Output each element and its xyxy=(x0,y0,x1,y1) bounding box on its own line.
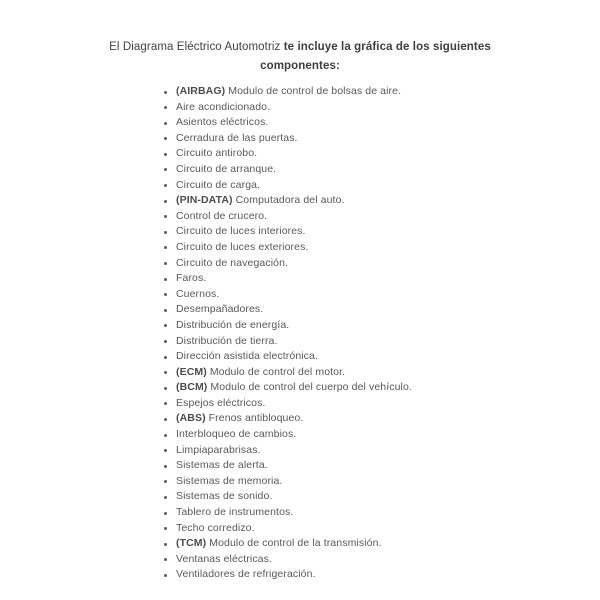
bullet-icon xyxy=(164,278,167,281)
bullet-icon xyxy=(164,184,167,187)
item-text: Asientos eléctricos. xyxy=(176,116,269,129)
list-item xyxy=(163,302,560,318)
bullet-icon xyxy=(164,356,167,359)
list-item xyxy=(163,521,560,537)
item-text: Techo corredizo. xyxy=(176,521,255,534)
bullet-icon xyxy=(164,246,167,249)
item-acronym: (TCM) xyxy=(176,537,207,550)
bullet-icon xyxy=(164,200,167,203)
bullet-icon xyxy=(164,122,167,125)
list-item xyxy=(163,162,560,178)
item-text: Circuito de luces exteriores. xyxy=(176,240,309,253)
list-item xyxy=(163,349,560,365)
item-text: Distribución de energía. xyxy=(176,318,290,331)
bullet-icon xyxy=(164,137,167,140)
item-text: Cerradura de las puertas. xyxy=(176,131,298,144)
bullet-icon xyxy=(164,91,167,94)
item-text: Sistemas de sonido. xyxy=(176,490,273,503)
item-text: Faros. xyxy=(176,272,207,285)
list-item xyxy=(163,552,560,568)
list-item xyxy=(163,271,560,287)
list-item xyxy=(163,240,560,256)
bullet-icon xyxy=(164,231,167,234)
bullet-icon xyxy=(164,387,167,390)
list-item xyxy=(163,224,560,240)
title-bold-text-line2: componentes: xyxy=(260,60,340,72)
title-bold-text: te incluye la gráfica de los siguientes xyxy=(283,41,491,53)
item-text: Computadora del auto. xyxy=(235,194,345,207)
bullet-icon xyxy=(164,496,167,499)
list-item xyxy=(163,365,560,381)
item-text: Sistemas de alerta. xyxy=(176,459,268,472)
list-item xyxy=(163,474,560,490)
bullet-icon xyxy=(164,480,167,483)
bullet-icon xyxy=(164,527,167,530)
item-acronym: (AIRBAG) xyxy=(176,85,226,97)
item-text: Espejos eléctricos. xyxy=(176,396,266,409)
bullet-icon xyxy=(164,371,167,374)
item-text: Sistemas de memoria. xyxy=(176,474,283,487)
bullet-icon xyxy=(164,402,167,405)
list-item xyxy=(163,100,560,116)
item-text: Circuito de luces interiores. xyxy=(176,225,306,238)
item-acronym: (PIN-DATA) xyxy=(176,194,233,207)
bullet-icon xyxy=(164,309,167,312)
item-text: Dirección asistida electrónica. xyxy=(176,350,318,363)
item-text: Control de crucero. xyxy=(176,209,268,222)
item-acronym: (BCM) xyxy=(176,381,208,394)
list-item xyxy=(163,334,560,350)
bullet-icon xyxy=(164,418,167,421)
bullet-icon xyxy=(164,340,167,343)
bullet-icon xyxy=(164,543,167,546)
item-text: Modulo de control del cuerpo del vehículo. xyxy=(210,381,412,394)
bullet-icon xyxy=(164,215,167,218)
list-item xyxy=(163,131,560,147)
list-item xyxy=(163,458,560,474)
page-title xyxy=(0,38,600,76)
list-item xyxy=(163,567,560,583)
list-item xyxy=(163,178,560,194)
bullet-icon xyxy=(164,574,167,577)
item-text: Frenos antibloqueo. xyxy=(208,412,304,425)
bullet-icon xyxy=(164,449,167,452)
item-text: Cuernos. xyxy=(176,287,220,300)
item-text: Circuito de carga. xyxy=(176,178,261,191)
item-acronym: (ABS) xyxy=(176,412,206,425)
bullet-icon xyxy=(164,324,167,327)
list-item xyxy=(163,427,560,443)
list-item xyxy=(163,318,560,334)
bullet-icon xyxy=(164,434,167,437)
item-text: Circuito de arranque. xyxy=(176,162,277,175)
item-text: Limpiaparabrisas. xyxy=(176,443,261,456)
bullet-icon xyxy=(164,153,167,156)
list-item xyxy=(163,411,560,427)
list-item xyxy=(163,380,560,396)
list-item xyxy=(163,209,560,225)
item-text: Circuito antirobo. xyxy=(176,147,258,160)
bullet-icon xyxy=(164,262,167,265)
list-item xyxy=(163,489,560,505)
list-item xyxy=(163,84,560,100)
bullet-icon xyxy=(164,558,167,561)
item-text: Aire acondicionado. xyxy=(176,100,271,113)
item-text: Distribución de tierra. xyxy=(176,334,278,347)
bullet-icon xyxy=(164,293,167,296)
item-text: Desempañadores. xyxy=(176,303,264,316)
item-text: Ventiladores de refrigeración. xyxy=(176,568,316,581)
item-text: Circuito de navegación. xyxy=(176,256,289,269)
bullet-icon xyxy=(164,106,167,109)
item-text: Ventanas eléctricas. xyxy=(176,552,272,565)
list-item xyxy=(163,115,560,131)
bullet-icon xyxy=(164,512,167,515)
list-item xyxy=(163,443,560,459)
item-text: Modulo de control del motor. xyxy=(209,365,346,378)
list-item xyxy=(163,287,560,303)
item-text: Modulo de control de la transmisión. xyxy=(209,537,382,550)
list-item xyxy=(163,505,560,521)
item-text: Interbloqueo de cambios. xyxy=(176,428,297,441)
item-acronym: (ECM) xyxy=(176,365,207,378)
item-text: Tablero de instrumentos. xyxy=(176,506,294,519)
list-item xyxy=(163,396,560,412)
list-item xyxy=(163,146,560,162)
component-list xyxy=(163,84,560,583)
item-text: Modulo de control de bolsas de aire. xyxy=(228,85,402,97)
bullet-icon xyxy=(164,465,167,468)
bullet-icon xyxy=(164,168,167,171)
list-item xyxy=(163,193,560,209)
title-regular-text: El Diagrama Eléctrico Automotriz xyxy=(109,41,284,53)
list-item xyxy=(163,256,560,272)
list-item xyxy=(163,536,560,552)
